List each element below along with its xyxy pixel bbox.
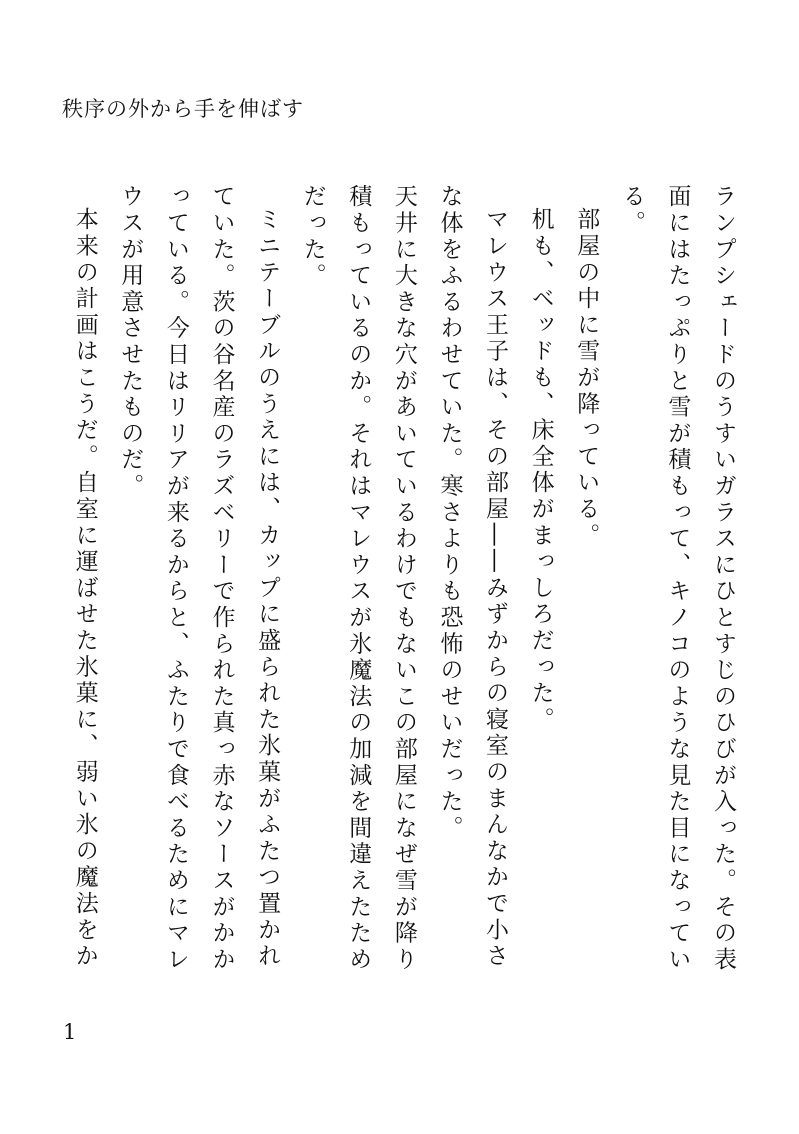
- paragraph-4: マレウス王子は、その部屋――みずからの寝室のまんなかで小さな体をふるわせていた。寒さよりも恐怖のせいだった。: [436, 184, 509, 970]
- paragraph-1: ランプシェードのうすいガラスにひとすじのひびが入った。その表面にはたっぷりと雪が積もって、キノコのような見た目になっている。: [618, 184, 736, 973]
- paragraph-6: ミニテーブルのうえには、カップに盛られた氷菓がふたつ置かれていた。茨の谷名産のラズベリーで作られた真っ赤なソースがかかっている。今日はリリアが来るからと、ふたりで食べるためにマレウスが用意させたものだ。: [117, 184, 281, 973]
- page-number: 1: [63, 1020, 77, 1044]
- story-title: 秩序の外から手を伸ばす: [62, 97, 304, 121]
- paragraph-7: 本来の計画はこうだ。自室に運ばせた氷菓に、弱い氷の魔法をか: [71, 207, 98, 970]
- paragraph-3: 机も、ベッドも、床全体がまっしろだった。: [527, 207, 554, 733]
- vertical-body-text: [55, 184, 745, 984]
- paragraph-5: 天井に大きな穴があいているわけでもないこの部屋になぜ雪が降り積もっているのか。それはマレウスが氷魔法の加減を間違えたためだった。: [299, 184, 417, 973]
- paragraph-2: 部屋の中に雪が降っている。: [573, 207, 600, 549]
